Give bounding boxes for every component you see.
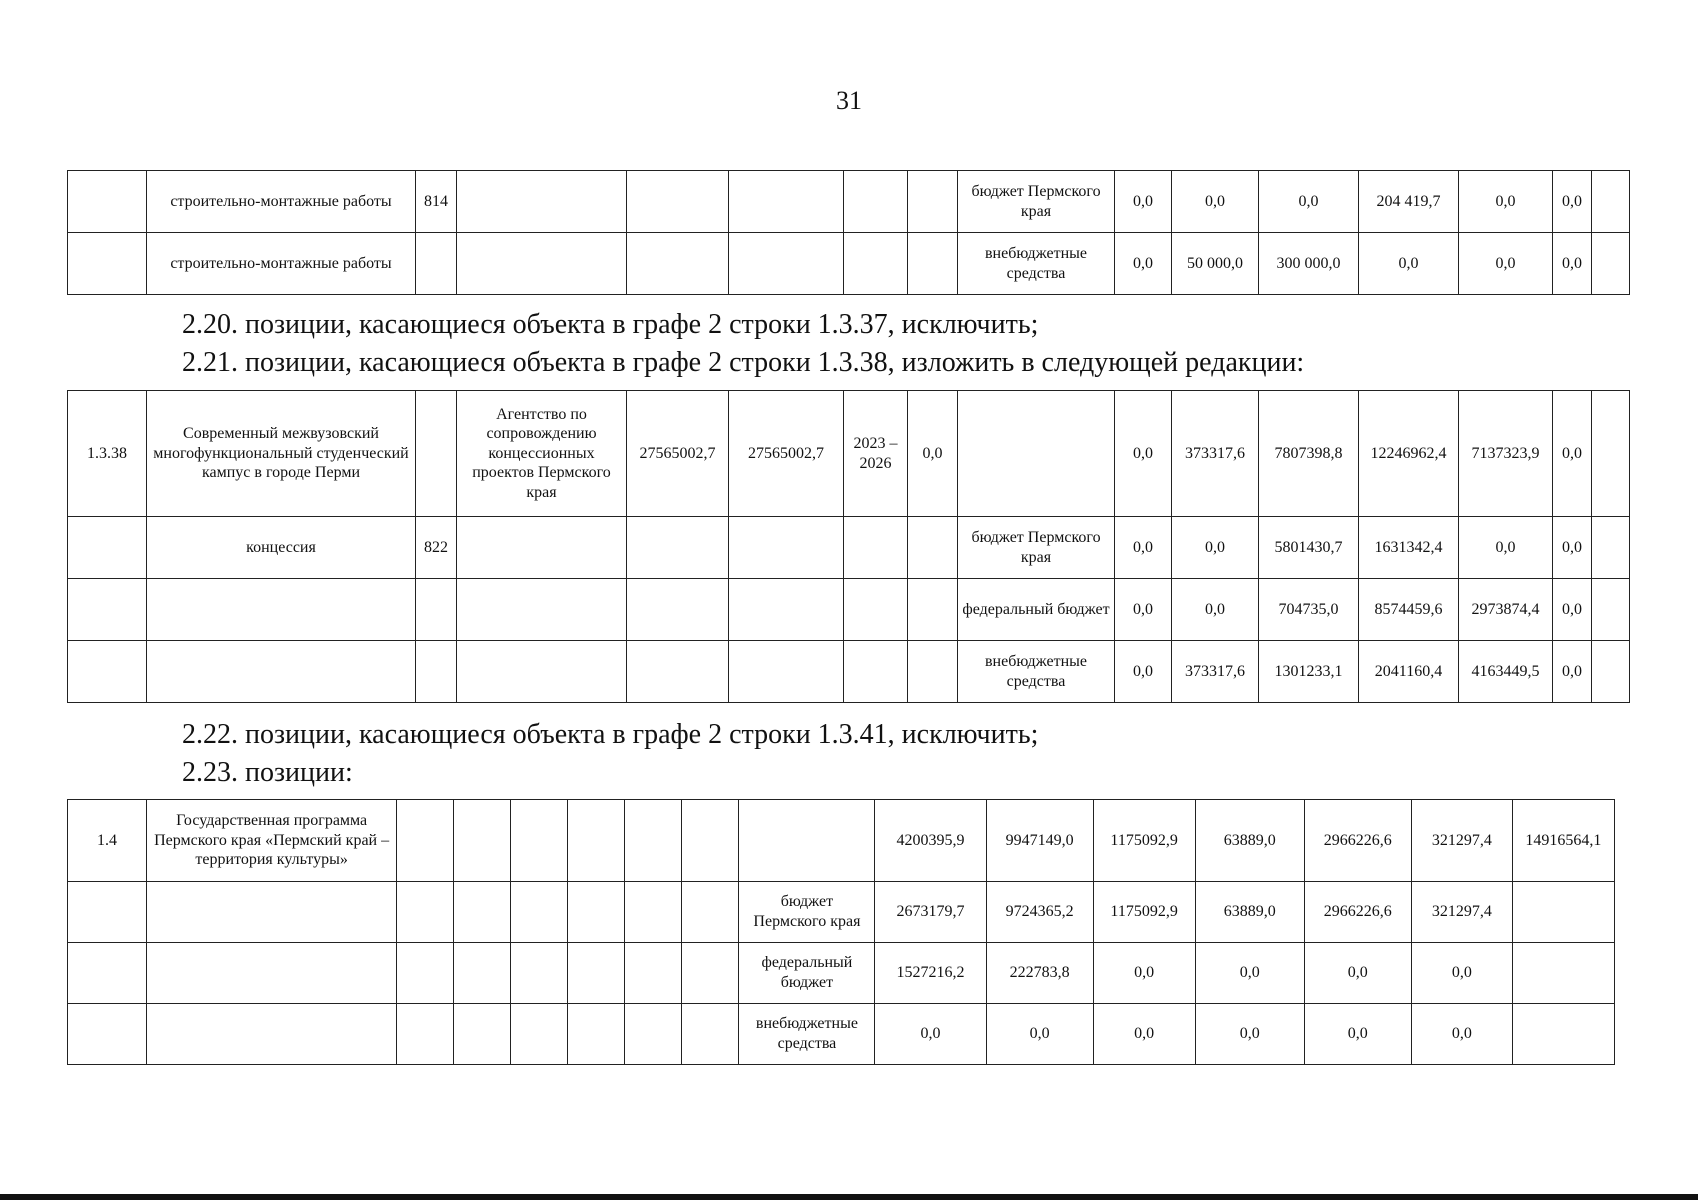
cell-value: 63889,0 [1195, 882, 1304, 943]
cell-value: 2966226,6 [1304, 800, 1411, 882]
cell-empty [568, 943, 625, 1004]
cell-source: внебюджетные средства [739, 1004, 875, 1065]
cell-value: 0,0 [1115, 579, 1172, 641]
cell-num [68, 233, 147, 295]
cell-num: 1.3.38 [68, 391, 147, 517]
cell-value: 0,0 [1259, 171, 1359, 233]
cell-value: 1301233,1 [1259, 641, 1359, 703]
cell-executor: Агентство по сопровождению концессионных проектов Пермского края [457, 391, 627, 517]
cell-value: 0,0 [1459, 233, 1553, 295]
cell-empty [511, 882, 568, 943]
cell-object: концессия [147, 517, 416, 579]
table-row [68, 882, 1615, 943]
cell-value: 704735,0 [1259, 579, 1359, 641]
cell-num [68, 1004, 147, 1065]
cell-value: 204 419,7 [1359, 171, 1459, 233]
cell-value: 12246962,4 [1359, 391, 1459, 517]
cell-cost-2 [729, 171, 844, 233]
cell-value: 0,0 [1195, 1004, 1304, 1065]
cell-source: федеральный бюджет [958, 579, 1115, 641]
cell-value: 7807398,8 [1259, 391, 1359, 517]
cell-value: 9947149,0 [986, 800, 1093, 882]
cell-value: 14916564,1 [1512, 800, 1614, 882]
cell-value [1512, 882, 1614, 943]
cell-code [416, 579, 457, 641]
cell-cost: 27565002,7 [627, 391, 729, 517]
cell-object: Государственная программа Пермского края «Пермский край – территория культуры» [147, 800, 397, 882]
cell-value [1512, 1004, 1614, 1065]
cell-source: бюджет Пермского края [739, 882, 875, 943]
cell-num [68, 882, 147, 943]
cell-prior [908, 579, 958, 641]
cell-code [416, 391, 457, 517]
cell-source: бюджет Пермского края [958, 171, 1115, 233]
cell-value: 0,0 [1304, 1004, 1411, 1065]
table-row [68, 171, 1630, 233]
cell-empty [454, 800, 511, 882]
cell-value: 5801430,7 [1259, 517, 1359, 579]
paragraph-2-22: 2.22. позиции, касающиеся объекта в графе 2 строки 1.3.41, исключить; [182, 719, 1039, 750]
cell-empty [682, 882, 739, 943]
cell-value [1592, 391, 1630, 517]
cell-executor [457, 517, 627, 579]
cell-value: 0,0 [1304, 943, 1411, 1004]
paragraph-2-23: 2.23. позиции: [182, 757, 353, 788]
cell-source: федеральный бюджет [739, 943, 875, 1004]
paragraph-2-21: 2.21. позиции, касающиеся объекта в графе 2 строки 1.3.38, изложить в следующей редакции: [182, 347, 1305, 378]
cell-object [147, 1004, 397, 1065]
cell-value [1592, 233, 1630, 295]
cell-prior [908, 517, 958, 579]
cell-object: строительно-монтажные работы [147, 233, 416, 295]
table-row [68, 517, 1630, 579]
cell-empty [397, 882, 454, 943]
cell-value: 0,0 [1359, 233, 1459, 295]
cell-value: 0,0 [1172, 517, 1259, 579]
cell-period [844, 579, 908, 641]
cell-value: 0,0 [1115, 233, 1172, 295]
cell-empty [397, 800, 454, 882]
cell-cost [627, 517, 729, 579]
table-row [68, 391, 1630, 517]
cell-object: Современный межвузовский многофункциональный студенческий кампус в городе Перми [147, 391, 416, 517]
cell-value: 1175092,9 [1093, 882, 1195, 943]
cell-period [844, 517, 908, 579]
cell-empty [625, 882, 682, 943]
cell-code: 822 [416, 517, 457, 579]
cell-value: 4200395,9 [875, 800, 986, 882]
cell-value: 0,0 [1115, 171, 1172, 233]
cell-period [844, 641, 908, 703]
cell-value: 0,0 [1459, 517, 1553, 579]
cell-empty [454, 1004, 511, 1065]
cell-value: 0,0 [1553, 233, 1592, 295]
cell-prior [908, 233, 958, 295]
cell-value: 0,0 [1553, 641, 1592, 703]
cell-num [68, 641, 147, 703]
cell-value: 0,0 [1172, 579, 1259, 641]
cell-period [844, 233, 908, 295]
table-row [68, 579, 1630, 641]
cell-value: 8574459,6 [1359, 579, 1459, 641]
scan-edge-bar [0, 1194, 1698, 1200]
cell-value: 0,0 [1093, 1004, 1195, 1065]
cell-cost-2 [729, 579, 844, 641]
table-row [68, 800, 1615, 882]
cell-value: 0,0 [1115, 641, 1172, 703]
cell-value: 1631342,4 [1359, 517, 1459, 579]
table-continuation [67, 170, 1630, 295]
cell-value: 1527216,2 [875, 943, 986, 1004]
cell-prior: 0,0 [908, 391, 958, 517]
cell-value: 0,0 [1115, 391, 1172, 517]
cell-cost [627, 579, 729, 641]
cell-executor [457, 641, 627, 703]
cell-value: 0,0 [1553, 391, 1592, 517]
cell-empty [397, 1004, 454, 1065]
cell-value: 2673179,7 [875, 882, 986, 943]
cell-cost-2 [729, 233, 844, 295]
cell-empty [397, 943, 454, 1004]
cell-empty [454, 882, 511, 943]
cell-code [416, 641, 457, 703]
cell-value: 2973874,4 [1459, 579, 1553, 641]
cell-object: строительно-монтажные работы [147, 171, 416, 233]
cell-value: 373317,6 [1172, 391, 1259, 517]
cell-value: 2966226,6 [1304, 882, 1411, 943]
cell-value [1592, 579, 1630, 641]
cell-num [68, 171, 147, 233]
cell-value: 50 000,0 [1172, 233, 1259, 295]
cell-source [958, 391, 1115, 517]
cell-value: 2041160,4 [1359, 641, 1459, 703]
cell-empty [568, 1004, 625, 1065]
cell-empty [568, 882, 625, 943]
cell-object [147, 579, 416, 641]
cell-executor [457, 171, 627, 233]
cell-cost-2 [729, 517, 844, 579]
cell-value: 63889,0 [1195, 800, 1304, 882]
table-row [68, 943, 1615, 1004]
cell-num [68, 943, 147, 1004]
cell-value: 4163449,5 [1459, 641, 1553, 703]
cell-value: 0,0 [1411, 1004, 1512, 1065]
cell-empty [682, 800, 739, 882]
table-row [68, 1004, 1615, 1065]
cell-prior [908, 171, 958, 233]
cell-empty [625, 1004, 682, 1065]
cell-object [147, 943, 397, 1004]
cell-empty [511, 943, 568, 1004]
cell-value: 300 000,0 [1259, 233, 1359, 295]
cell-value: 321297,4 [1411, 800, 1512, 882]
cell-value: 0,0 [1411, 943, 1512, 1004]
cell-value: 0,0 [1553, 579, 1592, 641]
cell-empty [511, 800, 568, 882]
cell-value: 0,0 [1553, 171, 1592, 233]
cell-cost-2 [729, 641, 844, 703]
cell-value [1512, 943, 1614, 1004]
cell-cost [627, 233, 729, 295]
cell-value [1592, 641, 1630, 703]
cell-value [1592, 517, 1630, 579]
cell-num [68, 517, 147, 579]
cell-cost-2: 27565002,7 [729, 391, 844, 517]
cell-value: 1175092,9 [1093, 800, 1195, 882]
cell-empty [625, 943, 682, 1004]
cell-value: 0,0 [1115, 517, 1172, 579]
table-row [68, 233, 1630, 295]
cell-empty [511, 1004, 568, 1065]
cell-source: внебюджетные средства [958, 233, 1115, 295]
cell-value: 0,0 [1093, 943, 1195, 1004]
cell-executor [457, 233, 627, 295]
cell-code [416, 233, 457, 295]
cell-executor [457, 579, 627, 641]
cell-object [147, 641, 416, 703]
cell-value: 0,0 [986, 1004, 1093, 1065]
table-program-1-4 [67, 799, 1615, 1065]
cell-empty [454, 943, 511, 1004]
cell-value: 9724365,2 [986, 882, 1093, 943]
cell-source: внебюджетные средства [958, 641, 1115, 703]
cell-period [844, 171, 908, 233]
paragraph-2-20: 2.20. позиции, касающиеся объекта в графе 2 строки 1.3.37, исключить; [182, 309, 1039, 340]
cell-value: 222783,8 [986, 943, 1093, 1004]
cell-source: бюджет Пермского края [958, 517, 1115, 579]
cell-empty [682, 943, 739, 1004]
cell-value: 373317,6 [1172, 641, 1259, 703]
cell-value: 0,0 [1553, 517, 1592, 579]
cell-value: 7137323,9 [1459, 391, 1553, 517]
cell-value [1592, 171, 1630, 233]
cell-value: 0,0 [875, 1004, 986, 1065]
cell-empty [568, 800, 625, 882]
cell-value: 0,0 [1172, 171, 1259, 233]
cell-empty [625, 800, 682, 882]
cell-num: 1.4 [68, 800, 147, 882]
cell-cost [627, 641, 729, 703]
cell-empty [682, 1004, 739, 1065]
table-row [68, 641, 1630, 703]
cell-value: 321297,4 [1411, 882, 1512, 943]
table-object-1-3-38 [67, 390, 1630, 703]
cell-value: 0,0 [1459, 171, 1553, 233]
cell-cost [627, 171, 729, 233]
cell-prior [908, 641, 958, 703]
cell-num [68, 579, 147, 641]
cell-source [739, 800, 875, 882]
cell-object [147, 882, 397, 943]
page-number: 31 [836, 86, 862, 115]
cell-value: 0,0 [1195, 943, 1304, 1004]
cell-code: 814 [416, 171, 457, 233]
cell-period: 2023 – 2026 [844, 391, 908, 517]
